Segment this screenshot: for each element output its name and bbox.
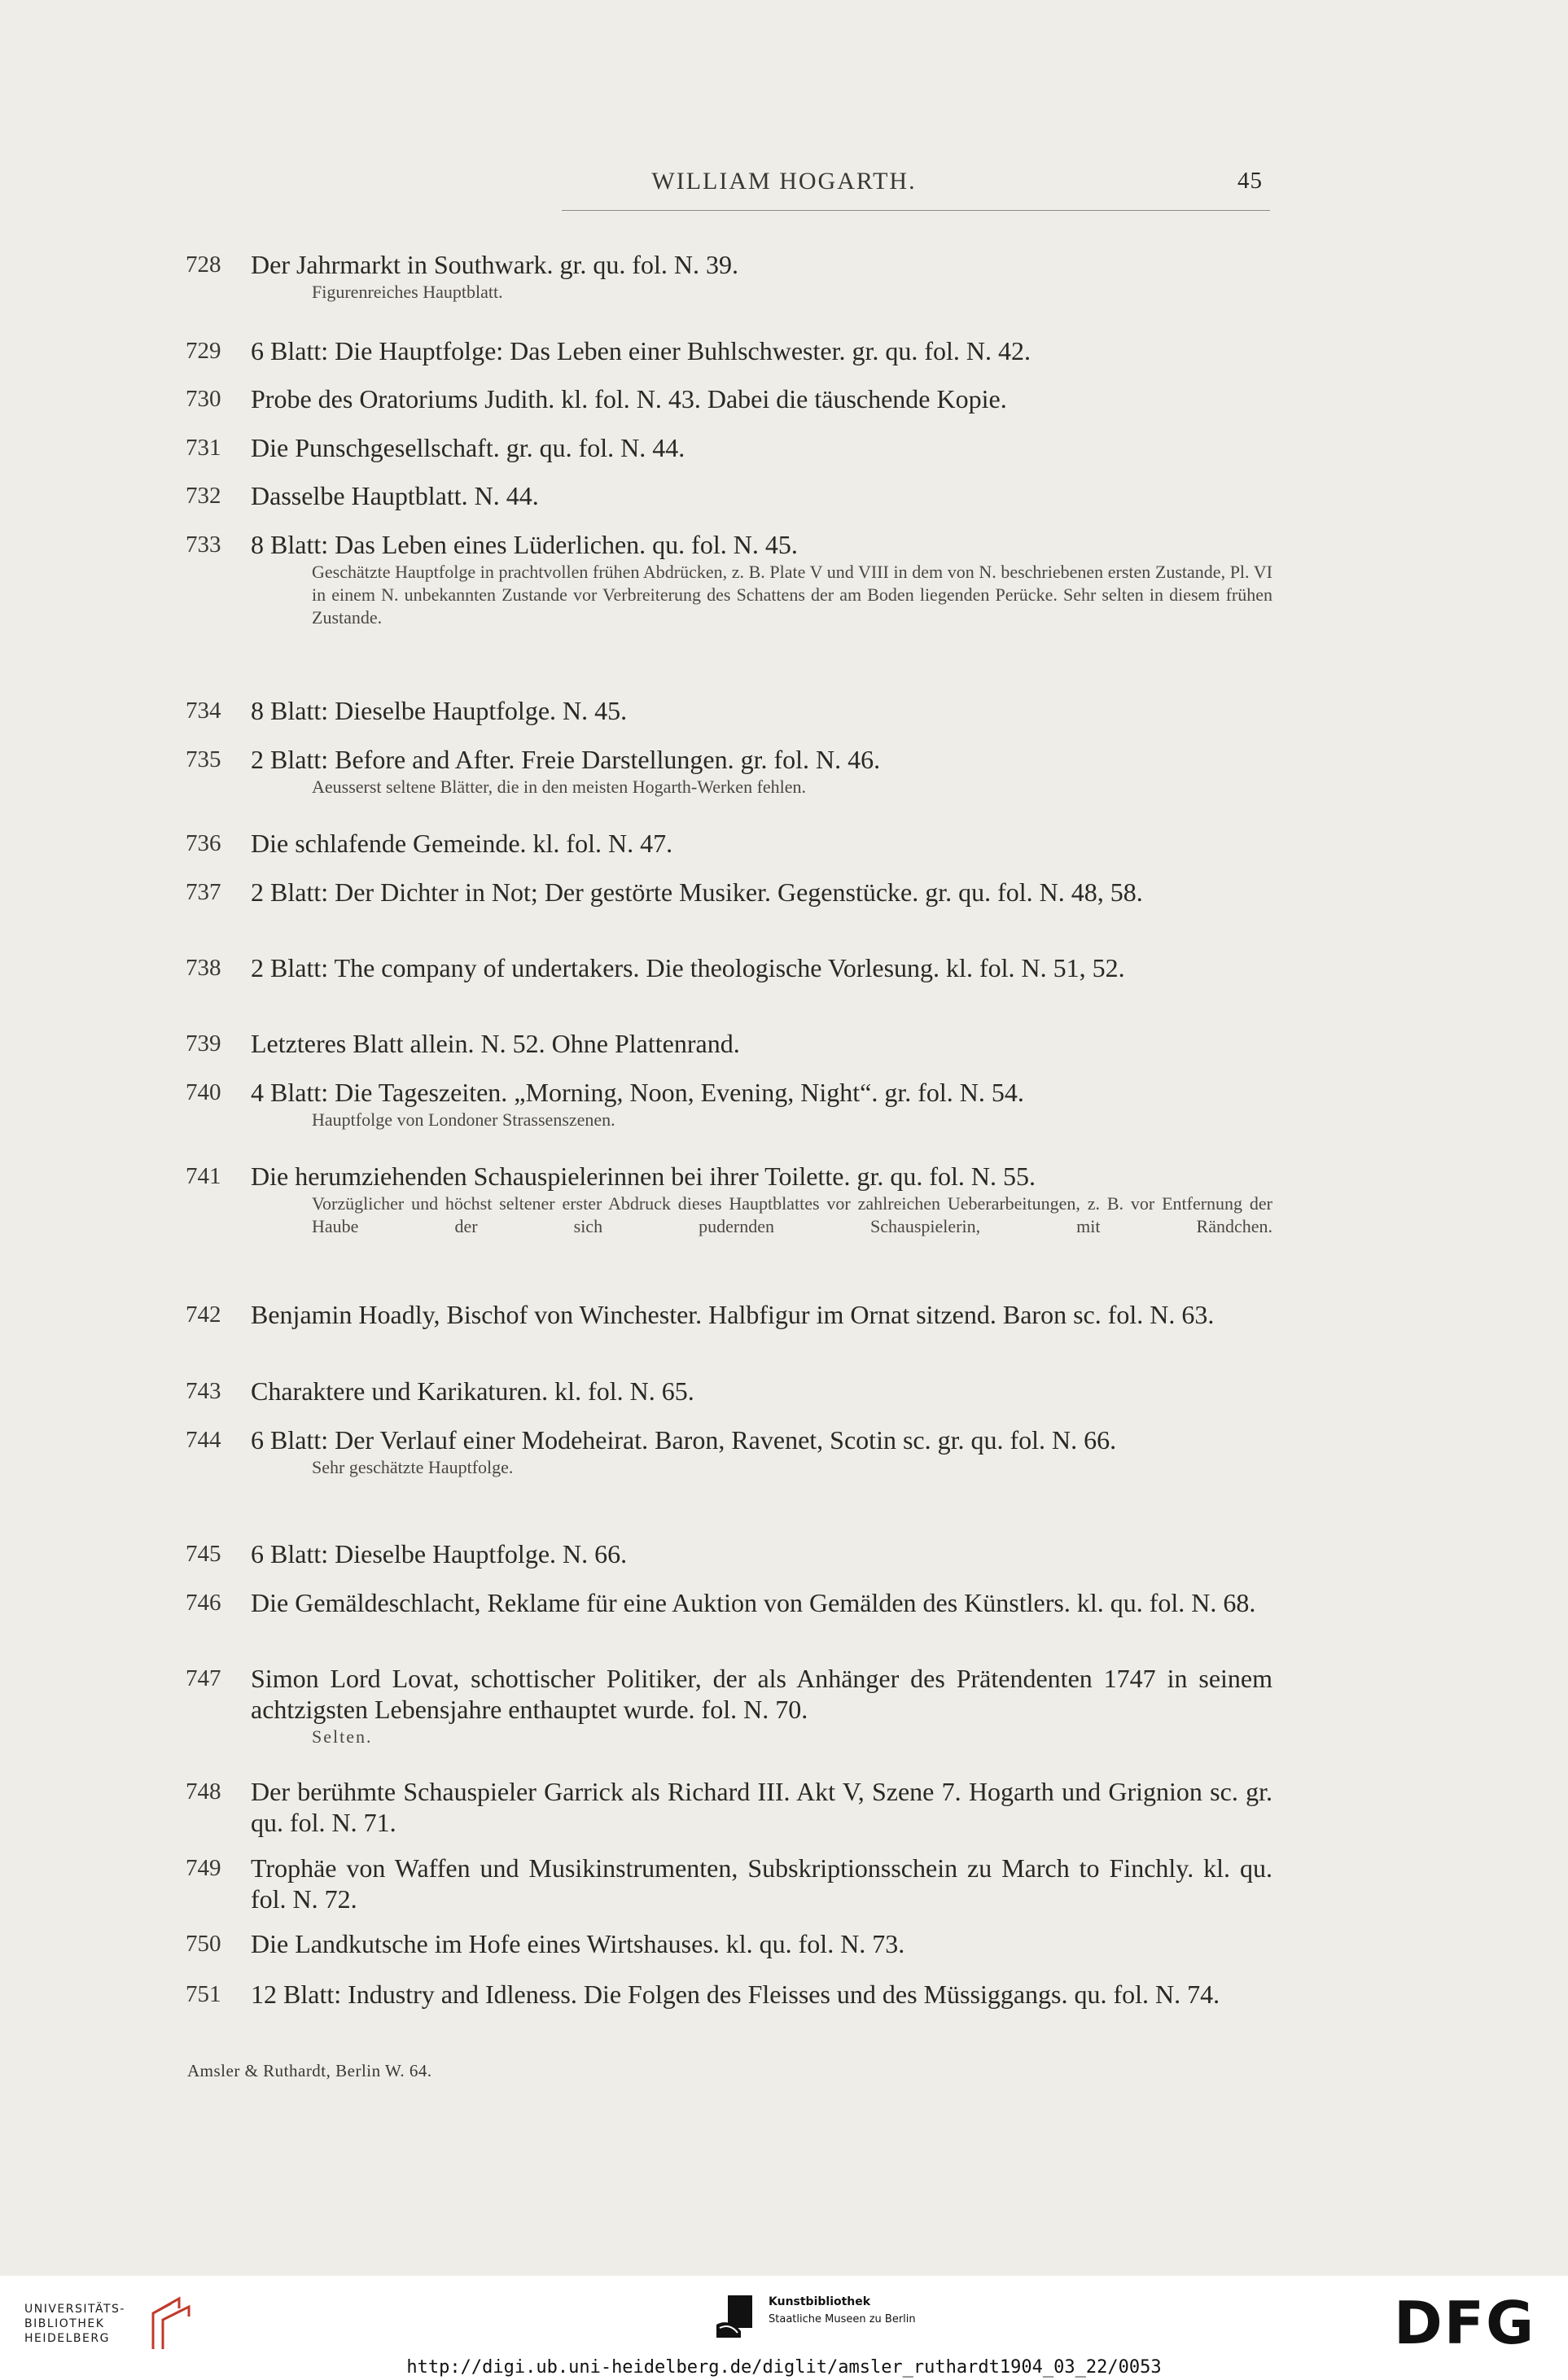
entry-note: Aeusserst seltene Blätter, die in den meisten Hogarth-Werken fehlen. [312, 777, 807, 797]
entry-text: Charaktere und Karikaturen. kl. fol. N. 65. [251, 1376, 694, 1406]
entry-number: 728 [186, 252, 221, 278]
catalog-entry [186, 1376, 1272, 1407]
printer-imprint: Amsler & Ruthardt, Berlin W. 64. [187, 2061, 432, 2080]
entry-number: 746 [186, 1590, 221, 1616]
entry-text: 6 Blatt: Der Verlauf einer Modeheirat. Baron, Ravenet, Scotin sc. gr. qu. fol. N. 66. [251, 1425, 1117, 1455]
entry-text: 4 Blatt: Die Tageszeiten. „Morning, Noon, Evening, Night“. gr. fol. N. 54. [251, 1078, 1024, 1107]
entry-text: 6 Blatt: Die Hauptfolge: Das Leben einer Buhlschwester. gr. qu. fol. N. 42. [251, 336, 1031, 365]
entry-note: Vorzüglicher und höchst seltener erster Abdruck dieses Hauptblattes vor zahlreichen Ueberarbeitungen, z. B. vor Entfernung der Haube der sich pudernden Schauspielerin, mit Rändchen. [312, 1193, 1272, 1236]
catalog-entry [186, 1587, 1272, 1618]
entry-text: 2 Blatt: The company of undertakers. Die theologische Vorlesung. kl. fol. N. 51, 52. [251, 953, 1125, 982]
catalog-entry [186, 1663, 1272, 1748]
catalog-entry [186, 1776, 1272, 1838]
entry-text: 12 Blatt: Industry and Idleness. Die Folgen des Fleisses und des Müssiggangs. qu. fol. N. 74. [251, 1980, 1220, 2009]
catalog-entry [186, 744, 1272, 798]
entry-number: 739 [186, 1030, 221, 1057]
entry-number: 733 [186, 532, 221, 558]
entry-note: Selten. [312, 1726, 373, 1747]
entry-number: 749 [186, 1855, 221, 1881]
catalog-entry [186, 335, 1272, 366]
entry-text: Letzteres Blatt allein. N. 52. Ohne Plattenrand. [251, 1029, 740, 1058]
catalog-entry [186, 1077, 1272, 1131]
entry-number: 729 [186, 338, 221, 364]
entry-text: Dasselbe Hauptblatt. N. 44. [251, 481, 539, 510]
entry-text: Die herumziehenden Schauspielerinnen bei ihrer Toilette. gr. qu. fol. N. 55. [251, 1162, 1036, 1191]
entry-text: Der berühmte Schauspieler Garrick als Richard III. Akt V, Szene 7. Hogarth und Grignion sc. gr. qu. fol. N. 71. [251, 1777, 1272, 1837]
entry-text: Die Landkutsche im Hofe eines Wirtshauses. kl. qu. fol. N. 73. [251, 1929, 905, 1958]
entry-note: Sehr geschätzte Hauptfolge. [312, 1457, 514, 1477]
entry-text: 2 Blatt: Before and After. Freie Darstellungen. gr. fol. N. 46. [251, 745, 881, 774]
entry-text: 8 Blatt: Das Leben eines Lüderlichen. qu. fol. N. 45. [251, 530, 798, 559]
catalog-entry [186, 877, 1272, 908]
entry-number: 730 [186, 386, 221, 412]
catalog-entry [186, 1028, 1272, 1059]
digitization-footer [0, 2276, 1568, 2380]
entry-text: Die Punschgesellschaft. gr. qu. fol. N. 44. [251, 433, 685, 462]
catalog-entry [186, 432, 1272, 463]
catalog-entry [186, 1424, 1272, 1479]
entry-number: 747 [186, 1665, 221, 1691]
entry-number: 736 [186, 830, 221, 856]
catalog-entry [186, 1853, 1272, 1914]
entry-text: Trophäe von Waffen und Musikinstrumenten, Subskriptionsschein zu March to Finchly. kl. qu. fol. N. 72. [251, 1853, 1272, 1914]
kunstbibliothek-subtitle: Staatliche Museen zu Berlin [769, 2313, 916, 2325]
catalog-entry [186, 1299, 1272, 1330]
entry-number: 731 [186, 435, 221, 461]
heidelberg-emblem-icon [147, 2295, 195, 2352]
entry-note: Geschätzte Hauptfolge in prachtvollen frühen Abdrücken, z. B. Plate V und VIII in dem von N. beschriebenen ersten Zustande, Pl. VI in einem N. unbekannten Zustande vor Verbreiterung des Schattens der am Boden liegenden Perücke. Sehr selten in diesem frühen Zustande. [312, 562, 1272, 628]
page-number: 45 [1237, 168, 1263, 194]
entry-text: Simon Lord Lovat, schottischer Politiker, der als Anhänger des Prätendenten 1747 in seinem achtzigsten Lebensjahre enthauptet wurde. fol. N. 70. [251, 1664, 1272, 1724]
entry-number: 744 [186, 1427, 221, 1453]
running-header-title: WILLIAM HOGARTH. [651, 168, 917, 195]
entry-text: Der Jahrmarkt in Southwark. gr. qu. fol. N. 39. [251, 250, 739, 279]
catalog-entry [186, 1538, 1272, 1569]
entry-number: 738 [186, 955, 221, 981]
catalog-entry [186, 249, 1272, 304]
entry-number: 748 [186, 1778, 221, 1805]
entry-number: 743 [186, 1378, 221, 1404]
entry-number: 742 [186, 1302, 221, 1328]
permalink-url[interactable]: http://digi.ub.uni-heidelberg.de/diglit/amsler_ruthardt1904_03_22/0053 [406, 2357, 1162, 2378]
entry-text: 8 Blatt: Dieselbe Hauptfolge. N. 45. [251, 696, 628, 725]
dfg-logo[interactable]: DFG [1394, 2289, 1536, 2357]
kunstbibliothek-logo[interactable] [716, 2294, 977, 2343]
entry-number: 741 [186, 1163, 221, 1189]
kunstbibliothek-name: Kunstbibliothek [769, 2295, 871, 2308]
catalog-entry [186, 1161, 1272, 1238]
catalog-entry [186, 383, 1272, 414]
entry-text: Probe des Oratoriums Judith. kl. fol. N. 43. Dabei die täuschende Kopie. [251, 384, 1007, 413]
catalog-entry [186, 1979, 1272, 2010]
entry-text: 2 Blatt: Der Dichter in Not; Der gestörte Musiker. Gegenstücke. gr. qu. fol. N. 48, 58. [251, 877, 1143, 907]
entry-number: 745 [186, 1541, 221, 1567]
heidelberg-library-logo[interactable] [24, 2295, 195, 2352]
entry-text: 6 Blatt: Dieselbe Hauptfolge. N. 66. [251, 1539, 628, 1568]
kunstbibliothek-emblem-icon [716, 2295, 754, 2338]
entry-note: Figurenreiches Hauptblatt. [312, 282, 503, 302]
catalog-entry [186, 952, 1272, 983]
entry-text: Die Gemäldeschlacht, Reklame für eine Auktion von Gemälden des Künstlers. kl. qu. fol. N. 68. [251, 1588, 1256, 1617]
entry-number: 735 [186, 746, 221, 772]
catalog-entry [186, 529, 1272, 629]
entry-number: 750 [186, 1931, 221, 1957]
heidelberg-library-name: UNIVERSITÄTS- BIBLIOTHEK HEIDELBERG [24, 2303, 125, 2345]
entry-text: Die schlafende Gemeinde. kl. fol. N. 47. [251, 829, 673, 858]
catalog-entry [186, 695, 1272, 726]
entry-number: 751 [186, 1981, 221, 2007]
entry-number: 732 [186, 483, 221, 509]
entry-number: 737 [186, 879, 221, 905]
entry-number: 740 [186, 1079, 221, 1105]
entry-note: Hauptfolge von Londoner Strassenszenen. [312, 1109, 615, 1130]
catalog-entry [186, 480, 1272, 511]
entry-text: Benjamin Hoadly, Bischof von Winchester. Halbfigur im Ornat sitzend. Baron sc. fol. N. 63. [251, 1300, 1215, 1329]
catalog-entry [186, 828, 1272, 859]
entry-number: 734 [186, 698, 221, 724]
catalog-entry [186, 1928, 1272, 1959]
